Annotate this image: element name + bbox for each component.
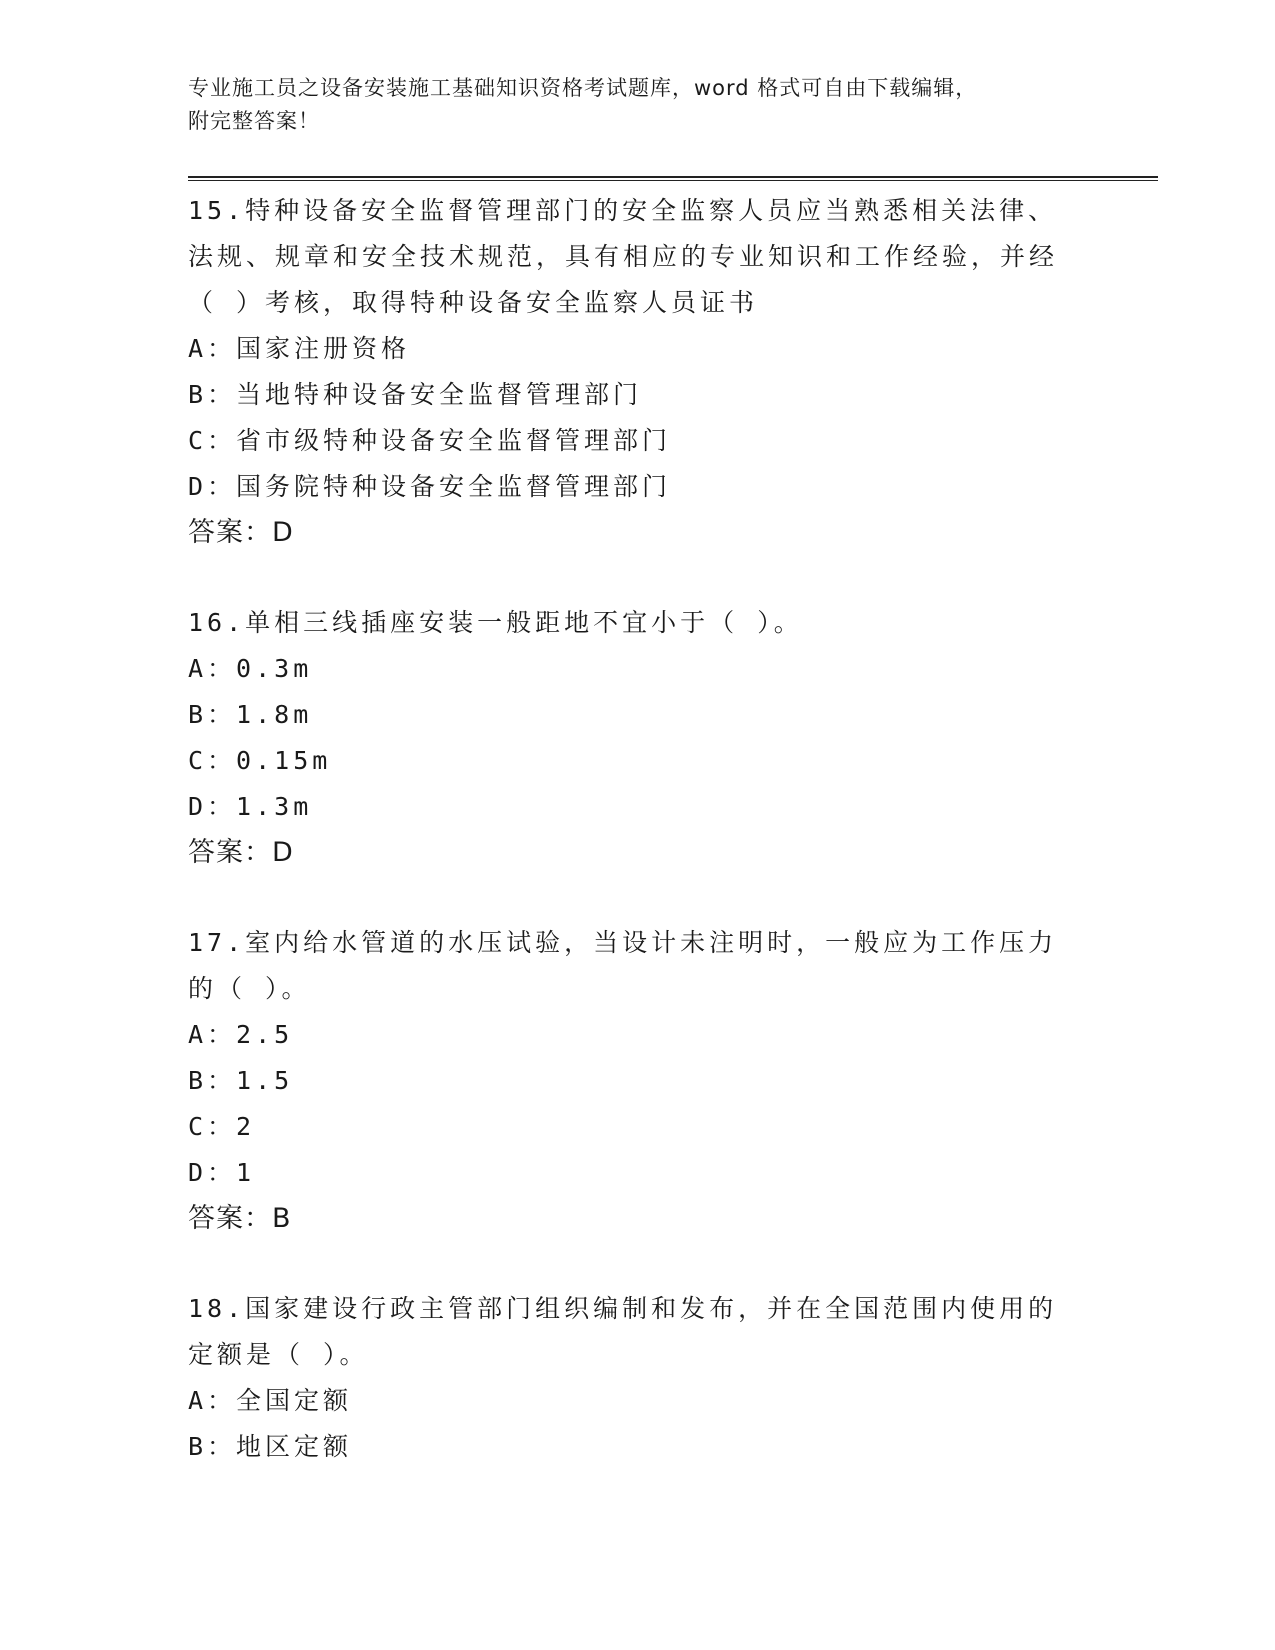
option-b: B：地区定额 [188, 1432, 353, 1461]
option-c: C：0.15m [188, 746, 332, 775]
option-a: A：全国定额 [188, 1386, 353, 1415]
question-16 [188, 600, 1088, 876]
header-line-2: 附完整答案！ [188, 109, 320, 133]
option-b: B：当地特种设备安全监督管理部门 [188, 380, 643, 409]
question-stem: 16.单相三线插座安装一般距地不宜小于（ ）。 [188, 608, 803, 637]
question-stem: 15.特种设备安全监督管理部门的安全监察人员应当熟悉相关法律、法规、规章和安全技术规范，具有相应的专业知识和工作经验，并经（ ）考核，取得特种设备安全监察人员证书 [188, 196, 1059, 317]
option-a: A：国家注册资格 [188, 334, 411, 363]
question-18 [188, 1286, 1088, 1470]
question-list [188, 188, 1088, 1514]
option-a: A：0.3m [188, 654, 313, 683]
question-stem: 18.国家建设行政主管部门组织编制和发布，并在全国范围内使用的定额是（ ）。 [188, 1294, 1058, 1369]
header-line-1: 专业施工员之设备安装施工基础知识资格考试题库，word 格式可自由下载编辑， [188, 76, 978, 100]
question-stem: 17.室内给水管道的水压试验，当设计未注明时，一般应为工作压力的（ ）。 [188, 928, 1058, 1003]
option-d: D：国务院特种设备安全监督管理部门 [188, 472, 672, 501]
answer-label: 答案：D [188, 517, 294, 548]
answer-label: 答案：D [188, 837, 294, 868]
option-d: D：1 [188, 1158, 256, 1187]
option-b: B：1.8m [188, 700, 313, 729]
option-c: C：省市级特种设备安全监督管理部门 [188, 426, 672, 455]
question-17 [188, 920, 1088, 1242]
option-c: C：2 [188, 1112, 256, 1141]
document-header [188, 72, 1088, 138]
question-15 [188, 188, 1088, 556]
header-divider [188, 176, 1158, 181]
option-d: D：1.3m [188, 792, 313, 821]
answer-label: 答案：B [188, 1203, 292, 1234]
option-a: A：2.5 [188, 1020, 294, 1049]
option-b: B：1.5 [188, 1066, 294, 1095]
